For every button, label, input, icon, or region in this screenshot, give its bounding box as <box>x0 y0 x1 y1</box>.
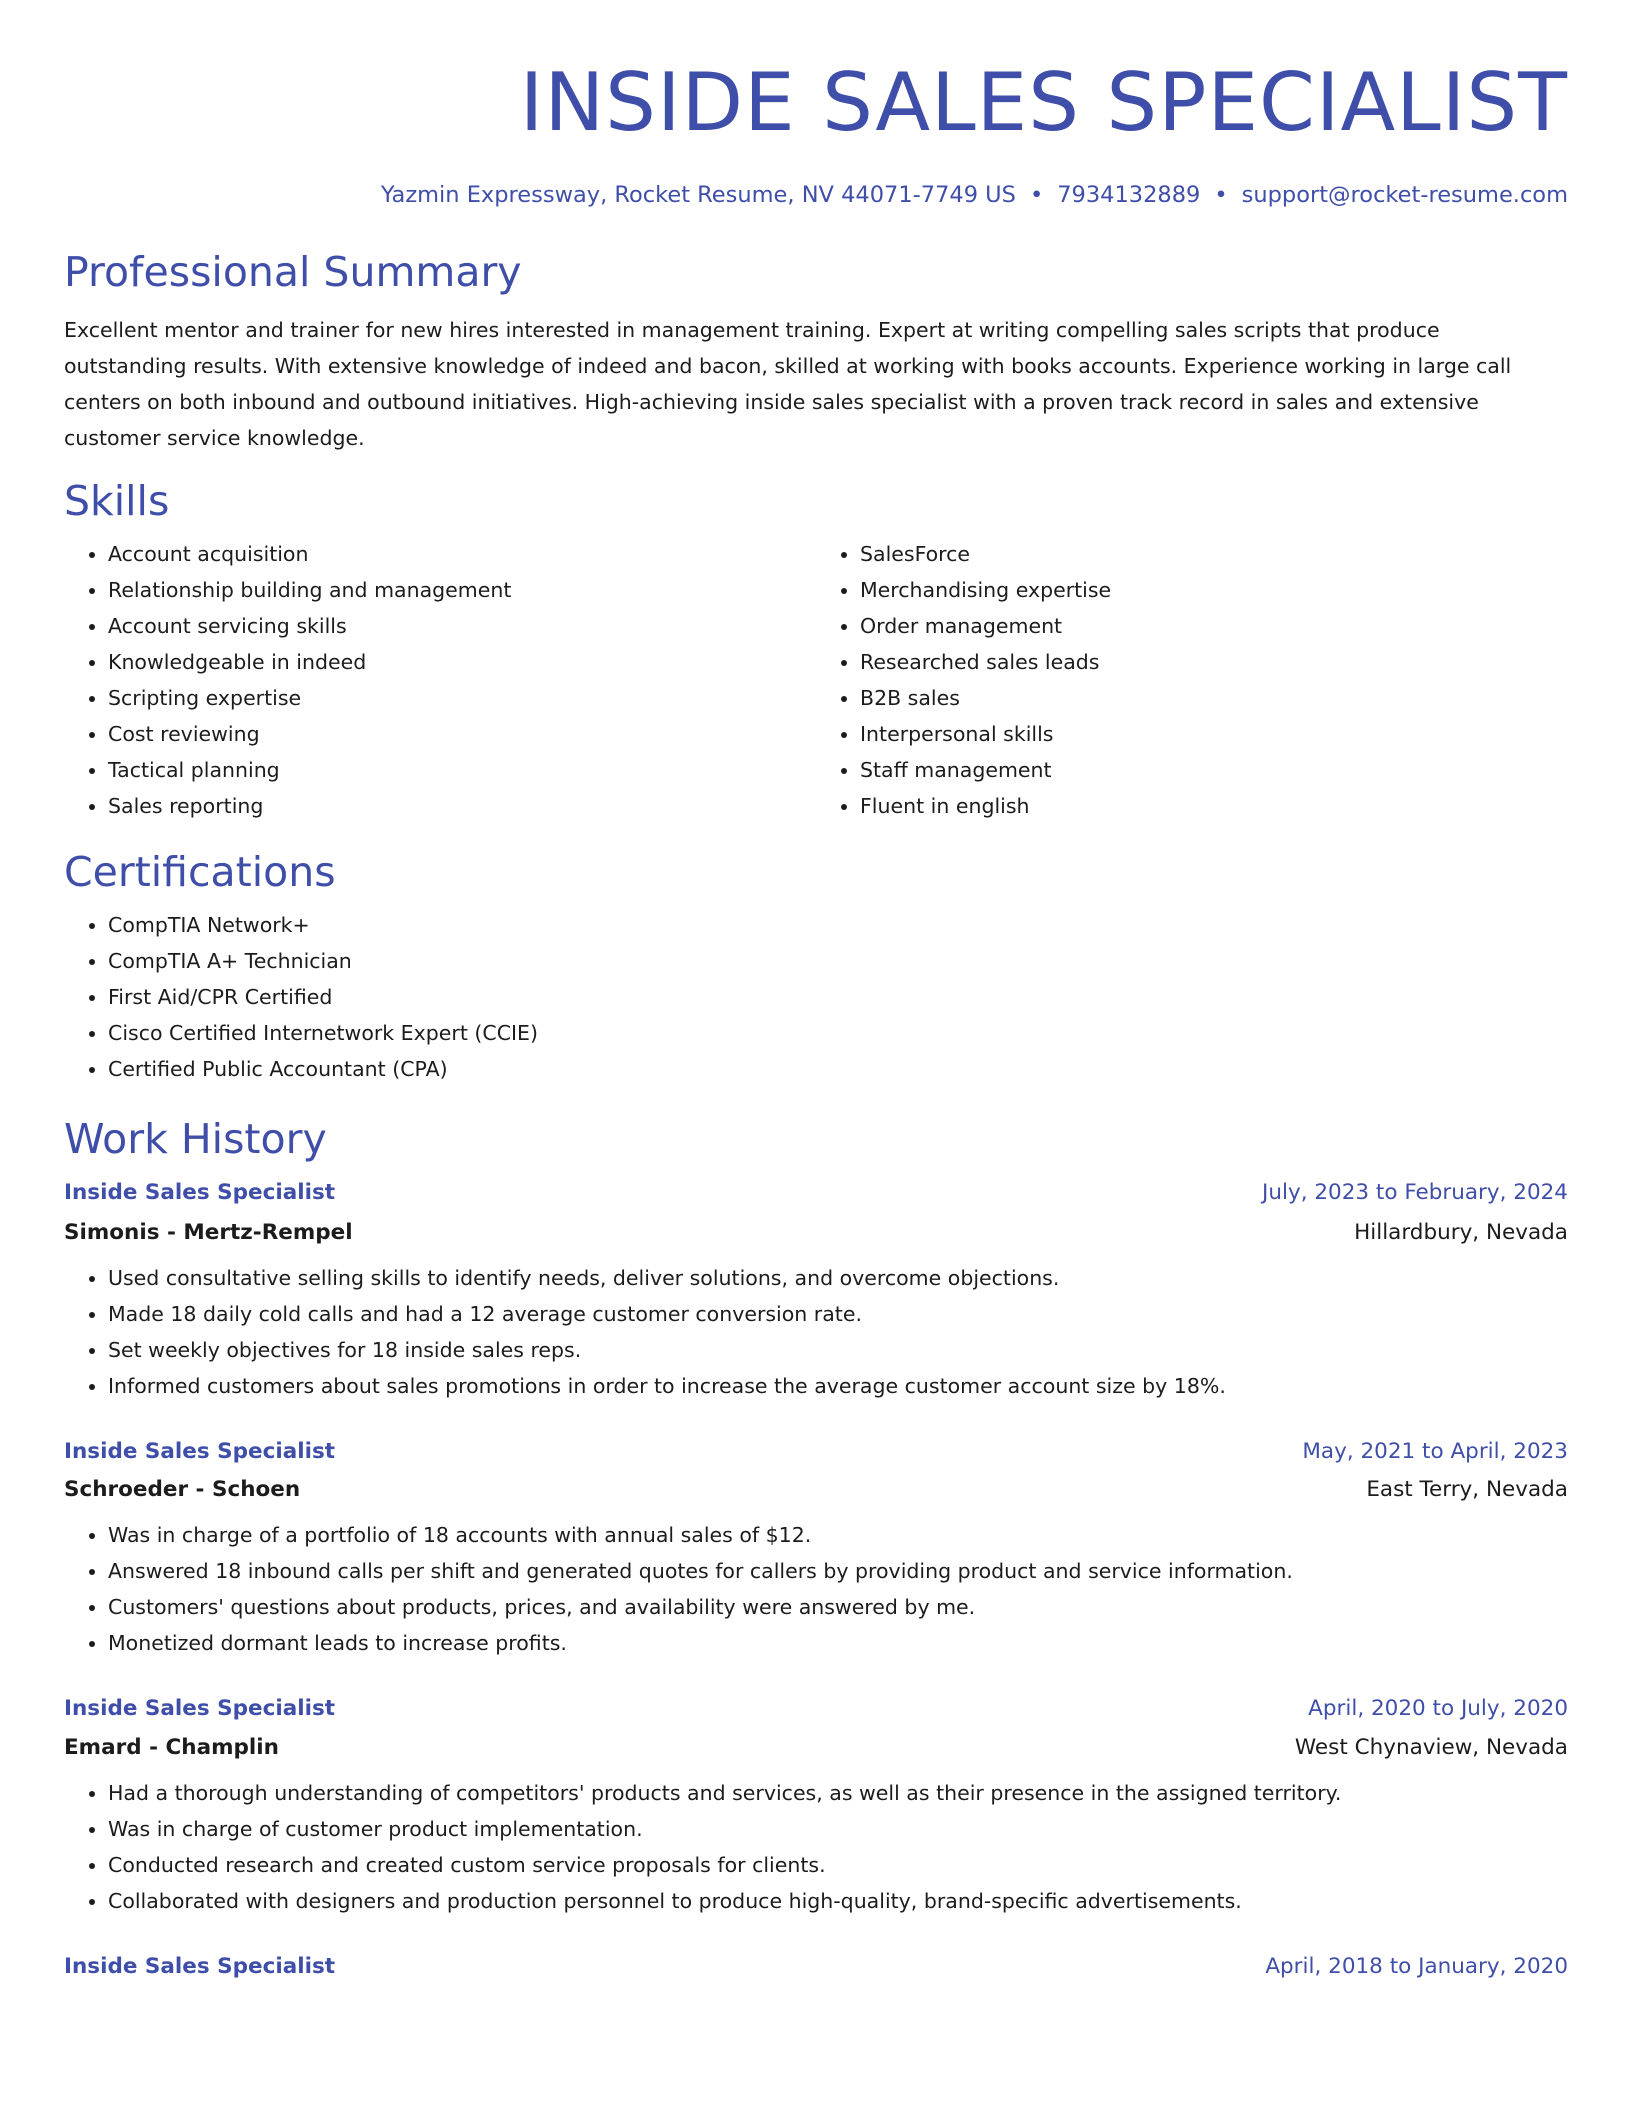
job-entry <box>64 1952 1568 1982</box>
certification-item: • CompTIA A+ Technician <box>108 943 1568 979</box>
skill-item: • Account acquisition <box>108 536 816 572</box>
skill-item: • Tactical planning <box>108 752 816 788</box>
skill-item: • Merchandising expertise <box>860 572 1568 608</box>
job-bullet: • Collaborated with designers and production personnel to produce high-quality, brand-specific advertisements. <box>108 1883 1568 1919</box>
job-location: West Chynaview, Nevada <box>1294 1735 1568 1761</box>
job-bullet: • Used consultative selling skills to identify needs, deliver solutions, and overcome objections. <box>108 1260 1568 1296</box>
job-header-row <box>64 1437 1568 1467</box>
job-title: Inside Sales Specialist <box>64 1439 336 1465</box>
skill-item: • Researched sales leads <box>860 644 1568 680</box>
job-dates: April, 2018 to January, 2020 <box>1265 1954 1568 1980</box>
job-bullet: • Conducted research and created custom service proposals for clients. <box>108 1847 1568 1883</box>
job-bullet: • Had a thorough understanding of competitors' products and services, as well as their presence in the assigned territory. <box>108 1775 1568 1811</box>
contact-email[interactable]: support@rocket-resume.com <box>1241 182 1568 208</box>
skill-item: • Fluent in english <box>860 788 1568 824</box>
job-location: East Terry, Nevada <box>1366 1477 1568 1503</box>
certification-item: • Certified Public Accountant (CPA) <box>108 1051 1568 1087</box>
skills-columns <box>64 536 1568 824</box>
resume-name-title: INSIDE SALES SPECIALIST <box>519 56 1568 149</box>
contact-separator: • <box>1029 182 1044 208</box>
work-history-section <box>64 1117 1568 1982</box>
job-bullet: • Informed customers about sales promotions in order to increase the average customer account size by 18%. <box>108 1368 1568 1404</box>
job-dates: May, 2021 to April, 2023 <box>1302 1439 1568 1465</box>
job-bullet: • Was in charge of a portfolio of 18 accounts with annual sales of $12. <box>108 1517 1568 1553</box>
job-bullets <box>64 1260 1568 1404</box>
contact-line <box>64 182 1568 208</box>
job-company: Simonis - Mertz-Rempel <box>64 1220 353 1246</box>
skill-item: • Order management <box>860 608 1568 644</box>
job-title: Inside Sales Specialist <box>64 1180 336 1206</box>
skill-item: • Interpersonal skills <box>860 716 1568 752</box>
job-title: Inside Sales Specialist <box>64 1954 336 1980</box>
job-subheader-row <box>64 1475 1568 1505</box>
job-bullets <box>64 1775 1568 1919</box>
skills-heading: Skills <box>64 477 170 526</box>
certifications-heading: Certifications <box>64 848 336 897</box>
job-header-row <box>64 1952 1568 1982</box>
job-bullet: • Monetized dormant leads to increase profits. <box>108 1625 1568 1661</box>
summary-text: Excellent mentor and trainer for new hires interested in management training. Expert at writing compelling sales scripts that produce outstanding results. With extensive knowledge of indeed and bacon, skilled at working with books accounts. Experience working in large call centers on both inbound and outbound initiatives. High-achieving inside sales specialist with a proven track record in sales and extensive customer service knowledge. <box>64 318 1512 451</box>
skill-item: • B2B sales <box>860 680 1568 716</box>
job-entry <box>64 1437 1568 1661</box>
certification-item: • First Aid/CPR Certified <box>108 979 1568 1015</box>
contact-separator: • <box>1214 182 1228 208</box>
certification-item: • Cisco Certified Internetwork Expert (CCIE) <box>108 1015 1568 1051</box>
job-bullet: • Set weekly objectives for 18 inside sales reps. <box>108 1332 1568 1368</box>
skill-item: • Relationship building and management <box>108 572 816 608</box>
job-entry <box>64 1694 1568 1919</box>
skill-item: • Sales reporting <box>108 788 816 824</box>
skills-list-left <box>64 536 816 824</box>
job-company: Emard - Champlin <box>64 1735 279 1761</box>
skill-item: • SalesForce <box>860 536 1568 572</box>
skill-item: • Scripting expertise <box>108 680 816 716</box>
job-subheader-row <box>64 1218 1568 1248</box>
job-company: Schroeder - Schoen <box>64 1477 301 1503</box>
certification-item: • CompTIA Network+ <box>108 907 1568 943</box>
job-location: Hillardbury, Nevada <box>1354 1220 1568 1246</box>
certifications-list <box>64 907 1568 1087</box>
certifications-section <box>64 850 1568 1087</box>
skill-item: • Cost reviewing <box>108 716 816 752</box>
job-bullet: • Answered 18 inbound calls per shift and generated quotes for callers by providing product and service information. <box>108 1553 1568 1589</box>
job-dates: July, 2023 to February, 2024 <box>1262 1180 1568 1206</box>
work-history-heading: Work History <box>64 1115 327 1164</box>
summary-section <box>64 250 1568 456</box>
job-title: Inside Sales Specialist <box>64 1696 336 1722</box>
contact-address: Yazmin Expressway, Rocket Resume, NV 44071-7749 US <box>380 182 1016 208</box>
summary-heading: Professional Summary <box>64 248 522 296</box>
job-bullet: • Was in charge of customer product implementation. <box>108 1811 1568 1847</box>
job-header-row <box>64 1178 1568 1208</box>
skill-item: • Knowledgeable in indeed <box>108 644 816 680</box>
job-subheader-row <box>64 1733 1568 1763</box>
skills-section <box>64 479 1568 824</box>
contact-phone: 7934132889 <box>1057 182 1201 208</box>
job-bullet: • Made 18 daily cold calls and had a 12 average customer conversion rate. <box>108 1296 1568 1332</box>
job-bullets <box>64 1517 1568 1661</box>
skill-item: • Account servicing skills <box>108 608 816 644</box>
job-entry <box>64 1178 1568 1404</box>
job-dates: April, 2020 to July, 2020 <box>1308 1696 1568 1722</box>
job-header-row <box>64 1694 1568 1724</box>
skills-list-right <box>816 536 1568 824</box>
job-bullet: • Customers' questions about products, prices, and availability were answered by me. <box>108 1589 1568 1625</box>
skill-item: • Staff management <box>860 752 1568 788</box>
